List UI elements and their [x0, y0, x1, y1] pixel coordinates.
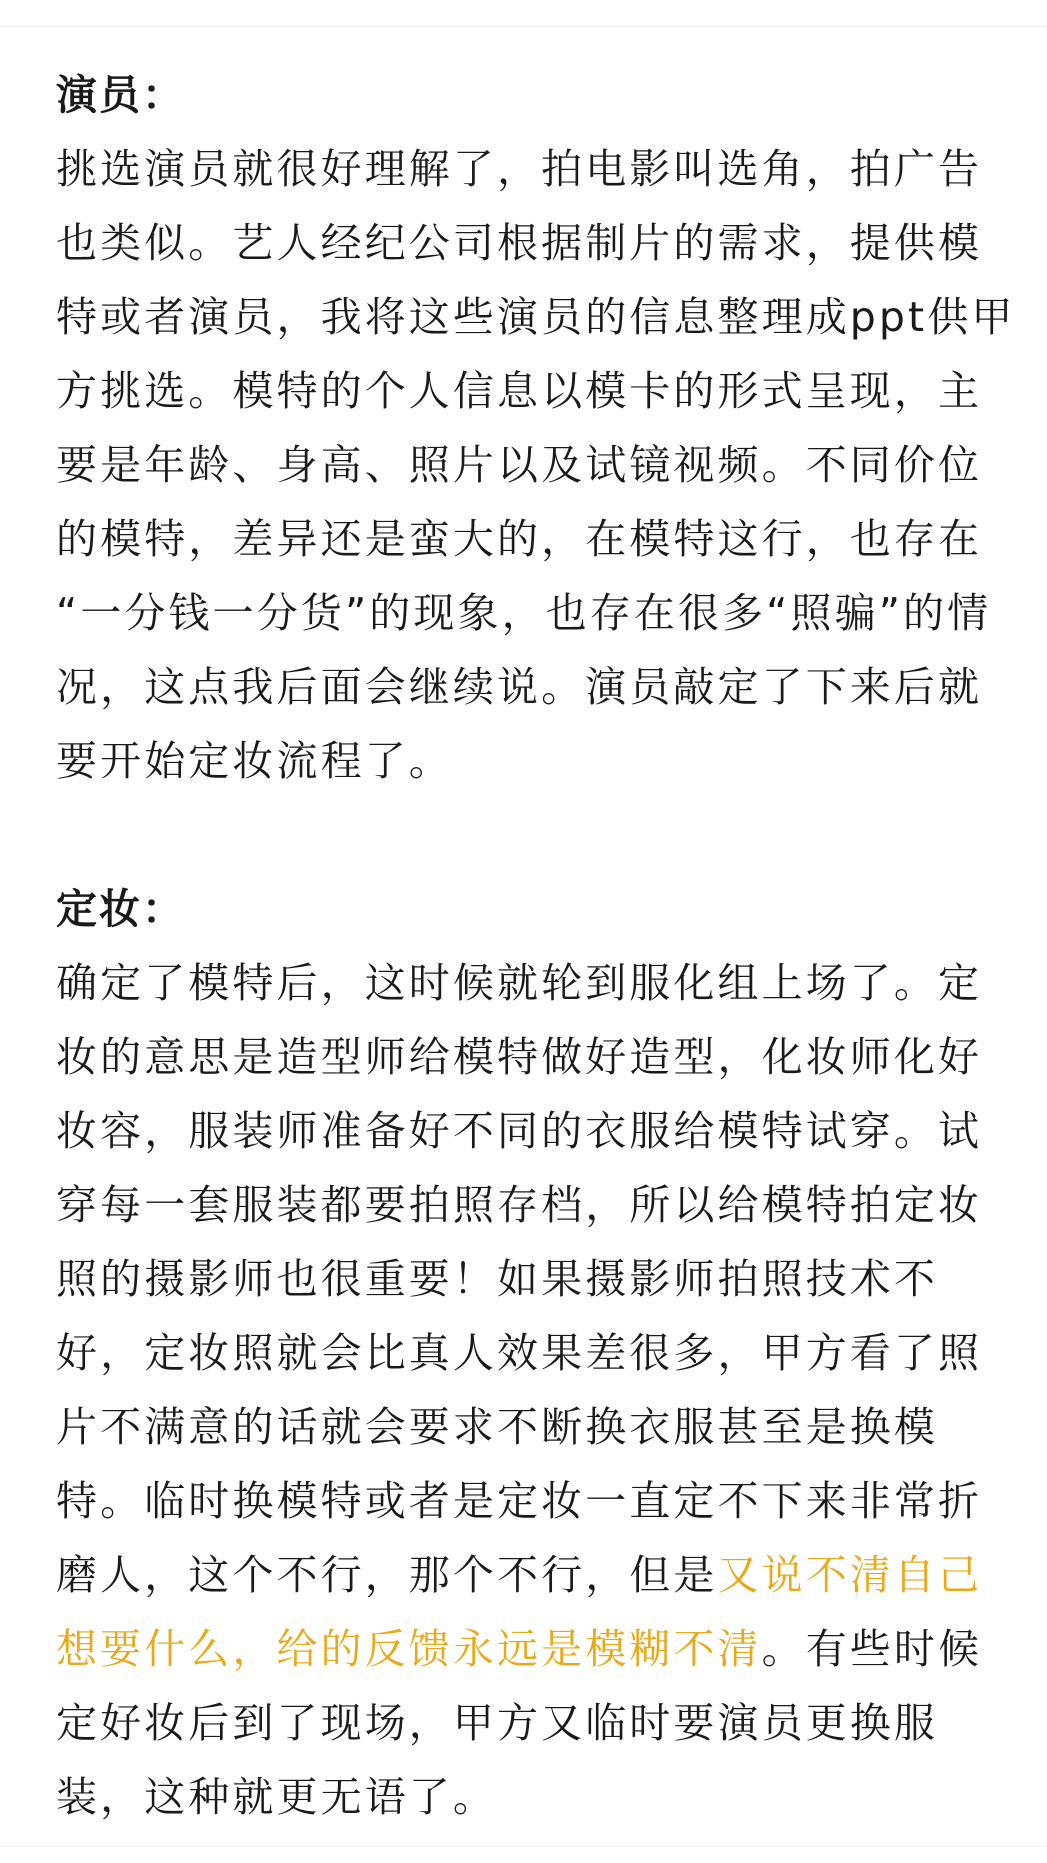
highlighted-text: 又说不清自己	[717, 1551, 983, 1599]
paragraph-line: 方挑选。模特的个人信息以模卡的形式呈现，主	[56, 367, 983, 415]
paragraph-line: 要开始定妆流程了。	[56, 737, 453, 785]
highlighted-text: 想要什么，给的反馈永远是模糊不清	[56, 1625, 762, 1673]
paragraph-line: 照的摄影师也很重要！如果摄影师拍照技术不	[56, 1255, 938, 1303]
plain-text: 磨人，这个不行，那个不行，但是	[56, 1551, 718, 1599]
paragraph-line: 况，这点我后面会继续说。演员敲定了下来后就	[56, 663, 983, 711]
paragraph-line: 穿每一套服装都要拍照存档，所以给模特拍定妆	[56, 1181, 983, 1229]
paragraph-line: 特。临时换模特或者是定妆一直定不下来非常折	[56, 1477, 983, 1525]
paragraph-line: 妆容，服装师准备好不同的衣服给模特试穿。试	[56, 1107, 983, 1155]
paragraph-line: “一分钱一分货”的现象，也存在很多“照骗”的情	[56, 589, 992, 637]
paragraph-line: 的模特，差异还是蛮大的，在模特这行，也存在	[56, 515, 983, 563]
article-body	[56, 58, 1016, 1834]
paragraph-line: 妆的意思是造型师给模特做好造型，化妆师化好	[56, 1033, 983, 1081]
paragraph-line: 装，这种就更无语了。	[56, 1773, 497, 1821]
bottom-divider	[0, 1846, 1047, 1847]
paragraph-line: 也类似。艺人经纪公司根据制片的需求，提供模	[56, 219, 983, 267]
paragraph-line-mixed	[56, 1612, 1016, 1686]
plain-text: 。有些时候	[761, 1625, 983, 1673]
paragraph-line: 特或者演员，我将这些演员的信息整理成ppt供甲	[56, 293, 1016, 341]
paragraph-line: 好，定妆照就会比真人效果差很多，甲方看了照	[56, 1329, 983, 1377]
section-spacer	[56, 798, 1016, 872]
paragraph-line: 挑选演员就很好理解了，拍电影叫选角，拍广告	[56, 145, 983, 193]
paragraph-line: 确定了模特后，这时候就轮到服化组上场了。定	[56, 959, 983, 1007]
paragraph-line-mixed	[56, 1538, 1016, 1612]
paragraph-line: 定好妆后到了现场，甲方又临时要演员更换服	[56, 1699, 938, 1747]
section-title-makeup-test: 定妆：	[56, 885, 185, 933]
paragraph-line: 要是年龄、身高、照片以及试镜视频。不同价位	[56, 441, 983, 489]
section-title-actors: 演员：	[56, 71, 185, 119]
paragraph-line: 片不满意的话就会要求不断换衣服甚至是换模	[56, 1403, 938, 1451]
top-divider	[0, 26, 1047, 27]
